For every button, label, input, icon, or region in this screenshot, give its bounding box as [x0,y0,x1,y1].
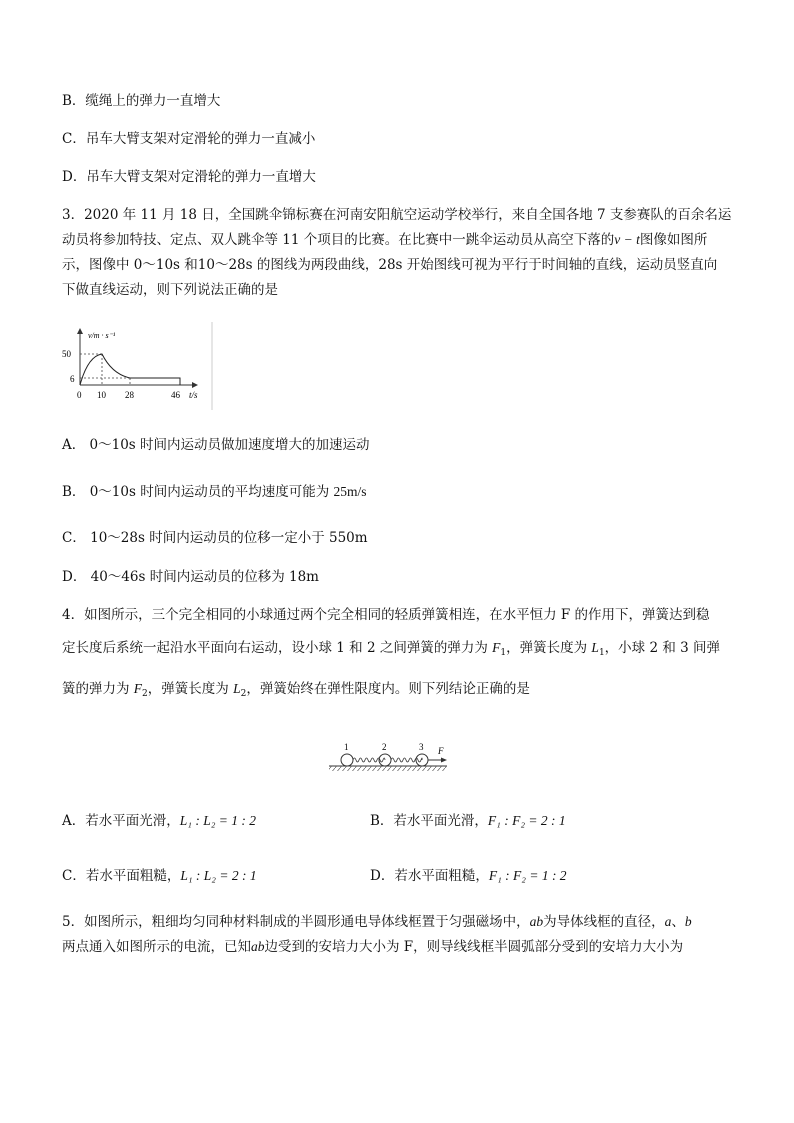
q3-option-b: B． 0～10s 时间内运动员的平均速度可能为 25m/s [62,484,367,500]
vt-graph [62,320,217,412]
vt-xtick-10: 10 [97,390,106,400]
vt-ylabel: v/m · s⁻¹ [88,331,116,340]
q4-option-d: D．若水平面粗糙，F₁ : F₂ = 1 : 2 [370,868,567,884]
q4-stem-line2: 定长度后系统一起沿水平面向右运动，设小球 1 和 2 之间弹簧的弹力为 $F_1$，弹簧长度为 $L_1$，小球 2 和 3 间弹 [62,640,721,658]
ball-label-1: 1 [344,742,349,752]
vt-xtick-0: 0 [77,390,82,400]
option-c-prev: C．吊车大臂支架对定滑轮的弹力一直减小 [62,131,316,147]
ball-label-2: 2 [382,742,387,752]
q3-option-c: C． 10～28s 时间内运动员的位移一定小于 550m [62,530,368,546]
option-b-prev: B．缆绳上的弹力一直增大 [62,93,221,109]
vt-xtick-46: 46 [171,390,180,400]
vt-xtick-28: 28 [125,390,134,400]
q3-option-d: D． 40～46s 时间内运动员的位移为 18m [62,569,319,585]
q3-option-a: A． 0～10s 时间内运动员做加速度增大的加速运动 [62,437,370,453]
q4-option-a: A．若水平面光滑，L₁ : L₂ = 1 : 2 [62,813,257,829]
q5-stem-line2: 两点通入如图所示的电流，已知ab边受到的安培力大小为 F，则导线线框半圆弧部分受到的安培力大小为 [62,939,684,955]
ball-1 [341,754,353,766]
ball-label-3: 3 [419,742,424,752]
q4-stem-line3: 簧的弹力为 $F_2$，弹簧长度为 $L_2$，弹簧始终在弹性限度内。则下列结论正确的是 [62,681,530,699]
q4-stem-line1: 4．如图所示，三个完全相同的小球通过两个完全相同的轻质弹簧相连，在水平恒力 F 的作用下，弹簧达到稳 [62,607,710,623]
q3-stem-line4: 下做直线运动，则下列说法正确的是 [62,282,278,298]
spring-figure [325,738,450,774]
q3-stem-line3: 示，图像中 0～10s 和10～28s 的图线为两段曲线，28s 开始图线可视为平行于时间轴的直线，运动员竖直向 [62,257,718,273]
vt-xlabel: t/s [189,390,198,400]
q4-option-c: C．若水平面粗糙，L₁ : L₂ = 2 : 1 [62,868,257,884]
q3-stem-line1: 3．2020 年 11 月 18 日，全国跳伞锦标赛在河南安阳航空运动学校举行，来自全国各地 7 支参赛队的百余名运 [62,207,732,223]
q5-stem-line1: 5．如图所示，粗细均匀同种材料制成的半圆形通电导体线框置于匀强磁场中，ab为导体线框的直径，a、b [62,914,692,930]
option-d-prev: D．吊车大臂支架对定滑轮的弹力一直增大 [62,169,316,185]
vt-ytick-50: 50 [62,349,71,359]
q4-option-b: B．若水平面光滑，F₁ : F₂ = 2 : 1 [370,813,566,829]
q3-stem-line2: 动员将参加特技、定点、双人跳伞等 11 个项目的比赛。在比赛中一跳伞运动员从高空下落的v − t图像如图所 [62,232,708,248]
vt-ytick-6: 6 [70,374,75,384]
force-label: F [438,746,444,756]
